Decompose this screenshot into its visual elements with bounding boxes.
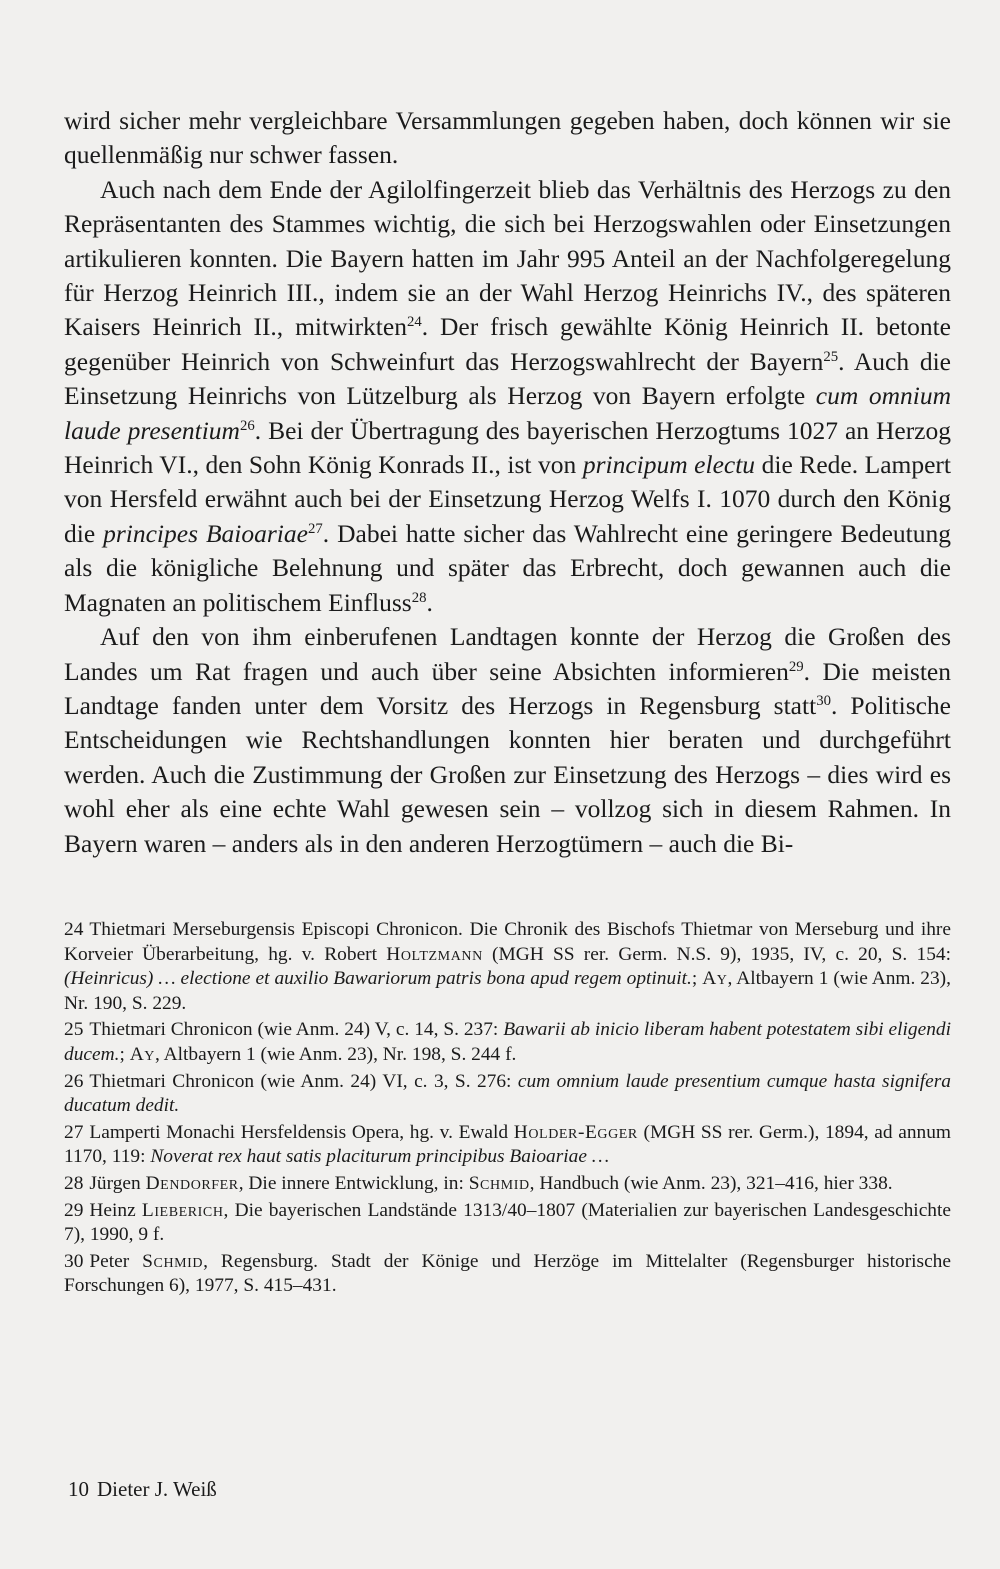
author-name: Ay	[129, 1043, 155, 1065]
footnote-ref-30[interactable]: 30	[816, 692, 831, 709]
footnote-text: Lamperti Monachi Hersfeldensis Opera, hg. v. Ewald	[89, 1121, 514, 1143]
text-span: Auf den von ihm einberufenen Landtagen konnte der Herzog die Großen des Landes um Rat fragen und auch über seine Absichten informieren	[64, 622, 951, 686]
footnote-text: Thietmari Merseburgensis Episcopi Chronicon. Die Chronik des Bischofs Thietmar von Merseburg und ihre Korveier Überarbeitung, hg. v. Robert	[64, 919, 951, 965]
text-span: . Der frisch gewählte König Heinrich II. betonte gegenüber Heinrich von Schweinfurt das Herzogswahlrecht der Bayern	[64, 312, 951, 376]
footnote-text: Peter	[89, 1250, 143, 1272]
paragraph-1	[64, 104, 951, 173]
text-span: Auch nach dem Ende der Agilolfingerzeit blieb das Verhältnis des Herzogs zu den Repräsentanten des Stammes wichtig, die sich bei Herzogswahlen oder Einsetzungen artikulieren konnten. Die Bayern hatten im Jahr 995 Anteil an der Nachfolgeregelung für Herzog Heinrich III., indem sie an der Wahl Herzog Heinrichs IV., des späteren Kaisers Heinrich II., mitwirkten	[64, 174, 951, 342]
text-span: . Bei der Übertragung des bayerischen Herzogtums 1027 an Herzog Heinrich VI., den Sohn König Konrads II., ist von	[64, 415, 952, 480]
footnote-28	[64, 1172, 951, 1197]
footnote-text: , Die bayerischen Landstände 1313/40–1807 (Materialien zur bayerischen Landesgeschichte 7), 1990, 9 f.	[64, 1199, 951, 1246]
footnote-number: 24	[64, 919, 84, 940]
author-name: Schmid	[468, 1172, 530, 1194]
footnote-text: , Regensburg. Stadt der Könige und Herzöge im Mittelalter (Regensburger historische Forschungen 6), 1977, S. 415–431.	[64, 1250, 951, 1297]
footnote-number: 25	[64, 1019, 84, 1041]
text-span: . Die meisten Landtage fanden unter dem Vorsitz des Herzogs in Regensburg statt	[64, 656, 951, 720]
footnote-text: , Altbayern 1 (wie Anm. 23), Nr. 198, S. 244 f.	[155, 1043, 517, 1065]
author-name: Ay	[702, 968, 728, 990]
footnote-ref-27[interactable]: 27	[307, 520, 323, 537]
latin-quote: cum omnium laude presentium	[64, 381, 951, 445]
footnote-text: Heinz	[89, 1199, 142, 1221]
footnote-number: 29	[64, 1199, 84, 1221]
author-name: Dendorfer	[145, 1172, 239, 1194]
paragraph-2	[64, 173, 951, 620]
footnote-text: Thietmari Chronicon (wie Anm. 24) V, c. 14, S. 237:	[89, 1019, 504, 1041]
footnote-30	[64, 1250, 951, 1299]
running-author: Dieter J. Weiß	[97, 1477, 217, 1501]
footnote-text: (MGH SS rer. Germ.), 1894, ad annum 1170, 119:	[64, 1121, 951, 1168]
footnote-text: ;	[119, 1043, 130, 1065]
page-footer	[68, 1476, 217, 1502]
footnote-ref-24[interactable]: 24	[406, 314, 422, 331]
footnote-ref-26[interactable]: 26	[239, 417, 255, 434]
text-span: wird sicher mehr vergleichbare Versammlungen gegeben haben, doch können wir sie quellenmäßig nur schwer fassen.	[64, 106, 951, 170]
footnote-ref-29[interactable]: 29	[788, 658, 804, 675]
footnote-text: Jürgen	[89, 1172, 146, 1194]
footnote-26	[64, 1070, 951, 1119]
footnote-text: , Handbuch (wie Anm. 23), 321–416, hier 338.	[529, 1172, 893, 1194]
footnote-24	[64, 918, 951, 1016]
footnote-text: , Die innere Entwicklung, in:	[238, 1172, 469, 1194]
text-span: . Auch die Einsetzung Heinrichs von Lützelburg als Herzog von Bayern erfolgte	[64, 346, 951, 411]
footnote-number: 26	[64, 1070, 84, 1092]
footnote-27	[64, 1121, 951, 1170]
text-span: .	[426, 587, 433, 617]
footnote-number: 27	[64, 1121, 84, 1143]
latin-quote: (Heinricus) … electione et auxilio Bawariorum patris bona apud regem optinuit.	[64, 968, 692, 990]
footnote-text: ;	[691, 968, 703, 990]
text-span: die Rede. Lampert von Hersfeld erwähnt auch bei der Einsetzung Herzog Welfs I. 1070 durch den König die	[64, 450, 951, 548]
author-name: Lieberich	[141, 1199, 224, 1221]
footnote-text: (MGH SS rer. Germ. N.S. 9), 1935, IV, c. 20, S. 154:	[482, 943, 951, 965]
latin-quote: Bawarii ab inicio liberam habent potestatem sibi eligendi ducem.	[64, 1019, 952, 1065]
author-name: Holtzmann	[386, 943, 483, 965]
latin-quote: cum omnium laude presentium cumque hasta signifera ducatum dedit.	[64, 1070, 951, 1117]
footnote-number: 28	[64, 1172, 84, 1194]
footnote-25	[64, 1018, 951, 1067]
footnote-number: 30	[64, 1250, 84, 1272]
footnote-ref-25[interactable]: 25	[823, 348, 839, 365]
latin-quote: Noverat rex haut satis placiturum principibus Baioariae …	[150, 1146, 610, 1168]
text-span: . Dabei hatte sicher das Wahlrecht eine geringere Bedeutung als die königliche Belehnung und später das Erbrecht, doch gewannen auch die Magnaten an politischem Einfluss	[64, 518, 951, 617]
author-name: Schmid	[142, 1250, 204, 1272]
paragraph-3	[64, 620, 951, 861]
latin-quote: principes Baioariae	[103, 518, 308, 548]
latin-quote: principum electu	[582, 450, 756, 480]
footnotes	[64, 918, 951, 1301]
text-span: . Politische Entscheidungen wie Rechtshandlungen konnten hier beraten und durchgeführt werden. Auch die Zustimmung der Großen zur Einsetzung des Herzogs – dies wird es wohl eher als eine echte Wahl gewesen sein – vollzog sich in diesem Rahmen. In Bayern waren – anders als in den anderen Herzogtümern – auch die Bi-	[64, 690, 951, 858]
footnote-text: Thietmari Chronicon (wie Anm. 24) VI, c. 3, S. 276:	[89, 1070, 518, 1092]
page-number: 10	[68, 1477, 89, 1501]
main-text	[64, 104, 951, 861]
footnote-text: , Altbayern 1 (wie Anm. 23), Nr. 190, S. 229.	[64, 968, 951, 1014]
footnote-ref-28[interactable]: 28	[411, 589, 427, 606]
footnote-29	[64, 1199, 951, 1248]
author-name: Holder-Egger	[513, 1121, 638, 1143]
